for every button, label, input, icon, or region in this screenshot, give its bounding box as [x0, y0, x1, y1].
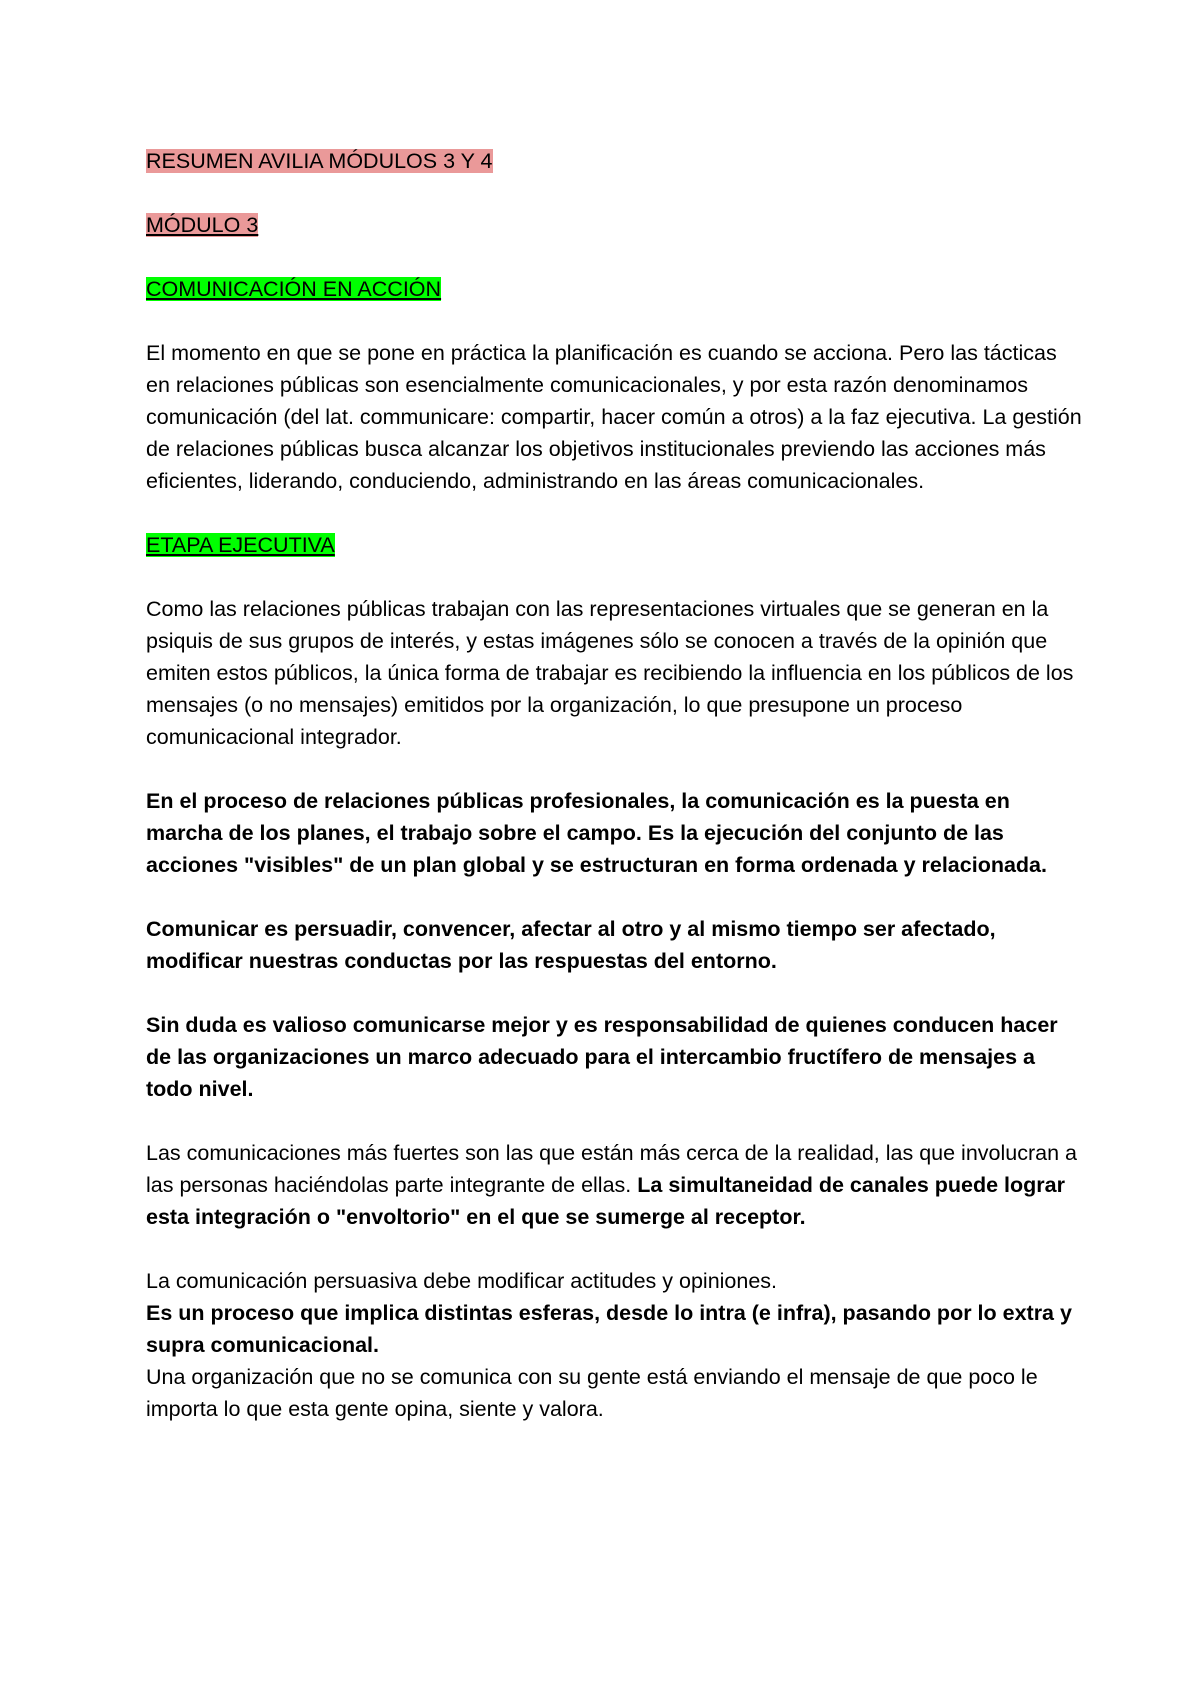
- section2-heading-line: [146, 529, 1086, 561]
- section-heading-comunicacion: COMUNICACIÓN EN ACCIÓN: [146, 277, 442, 301]
- module-heading: MÓDULO 3: [146, 213, 259, 237]
- mixed-paragraph-regular: Las comunicaciones más fuertes son las que están más cerca de la realidad, las que involucran a las personas haciéndolas parte integrante de ellas.: [146, 1141, 1077, 1197]
- mixed-paragraph: [146, 1137, 1086, 1233]
- document-page: [146, 145, 1086, 1425]
- document-title: RESUMEN AVILIA MÓDULOS 3 Y 4: [146, 149, 493, 173]
- bold-paragraph-2: Comunicar es persuadir, convencer, afectar al otro y al mismo tiempo ser afectado, modificar nuestras conductas por las respuestas del entorno.: [146, 917, 996, 973]
- section1-paragraph: El momento en que se pone en práctica la planificación es cuando se acciona. Pero las tácticas en relaciones públicas son esencialmente comunicacionales, y por esta razón denominamos comunicación (del lat. communicare: compartir, hacer común a otros) a la faz ejecutiva. La gestión de relaciones públicas busca alcanzar los objetivos institucionales previendo las acciones más eficientes, liderando, conduciendo, administrando en las áreas comunicacionales.: [146, 341, 1082, 493]
- final-line-1: La comunicación persuasiva debe modificar actitudes y opiniones.: [146, 1269, 778, 1293]
- mixed-paragraph-bold: La simultaneidad de canales puede lograr esta integración o "envoltorio" en el que se sumerge al receptor.: [146, 1173, 1065, 1229]
- bold-paragraph-3: Sin duda es valioso comunicarse mejor y es responsabilidad de quienes conducen hacer de las organizaciones un marco adecuado para el intercambio fructífero de mensajes a todo nivel.: [146, 1013, 1058, 1101]
- section2-paragraph: Como las relaciones públicas trabajan con las representaciones virtuales que se generan en la psiquis de sus grupos de interés, y estas imágenes sólo se conocen a través de la opinión que emiten estos públicos, la única forma de trabajar es recibiendo la influencia en los públicos de los mensajes (o no mensajes) emitidos por la organización, lo que presupone un proceso comunicacional integrador.: [146, 597, 1074, 749]
- document-title-line: [146, 145, 1086, 177]
- final-line-2: Es un proceso que implica distintas esferas, desde lo intra (e infra), pasando por lo extra y supra comunicacional.: [146, 1301, 1072, 1357]
- final-line-3: Una organización que no se comunica con su gente está enviando el mensaje de que poco le importa lo que esta gente opina, siente y valora.: [146, 1365, 1038, 1421]
- bold-paragraph-1: En el proceso de relaciones públicas profesionales, la comunicación es la puesta en marcha de los planes, el trabajo sobre el campo. Es la ejecución del conjunto de las acciones "visibles" de un plan global y se estructuran en forma ordenada y relacionada.: [146, 789, 1047, 877]
- section1-heading-line: [146, 273, 1086, 305]
- section-heading-etapa: ETAPA EJECUTIVA: [146, 533, 335, 557]
- module-heading-line: [146, 209, 1086, 241]
